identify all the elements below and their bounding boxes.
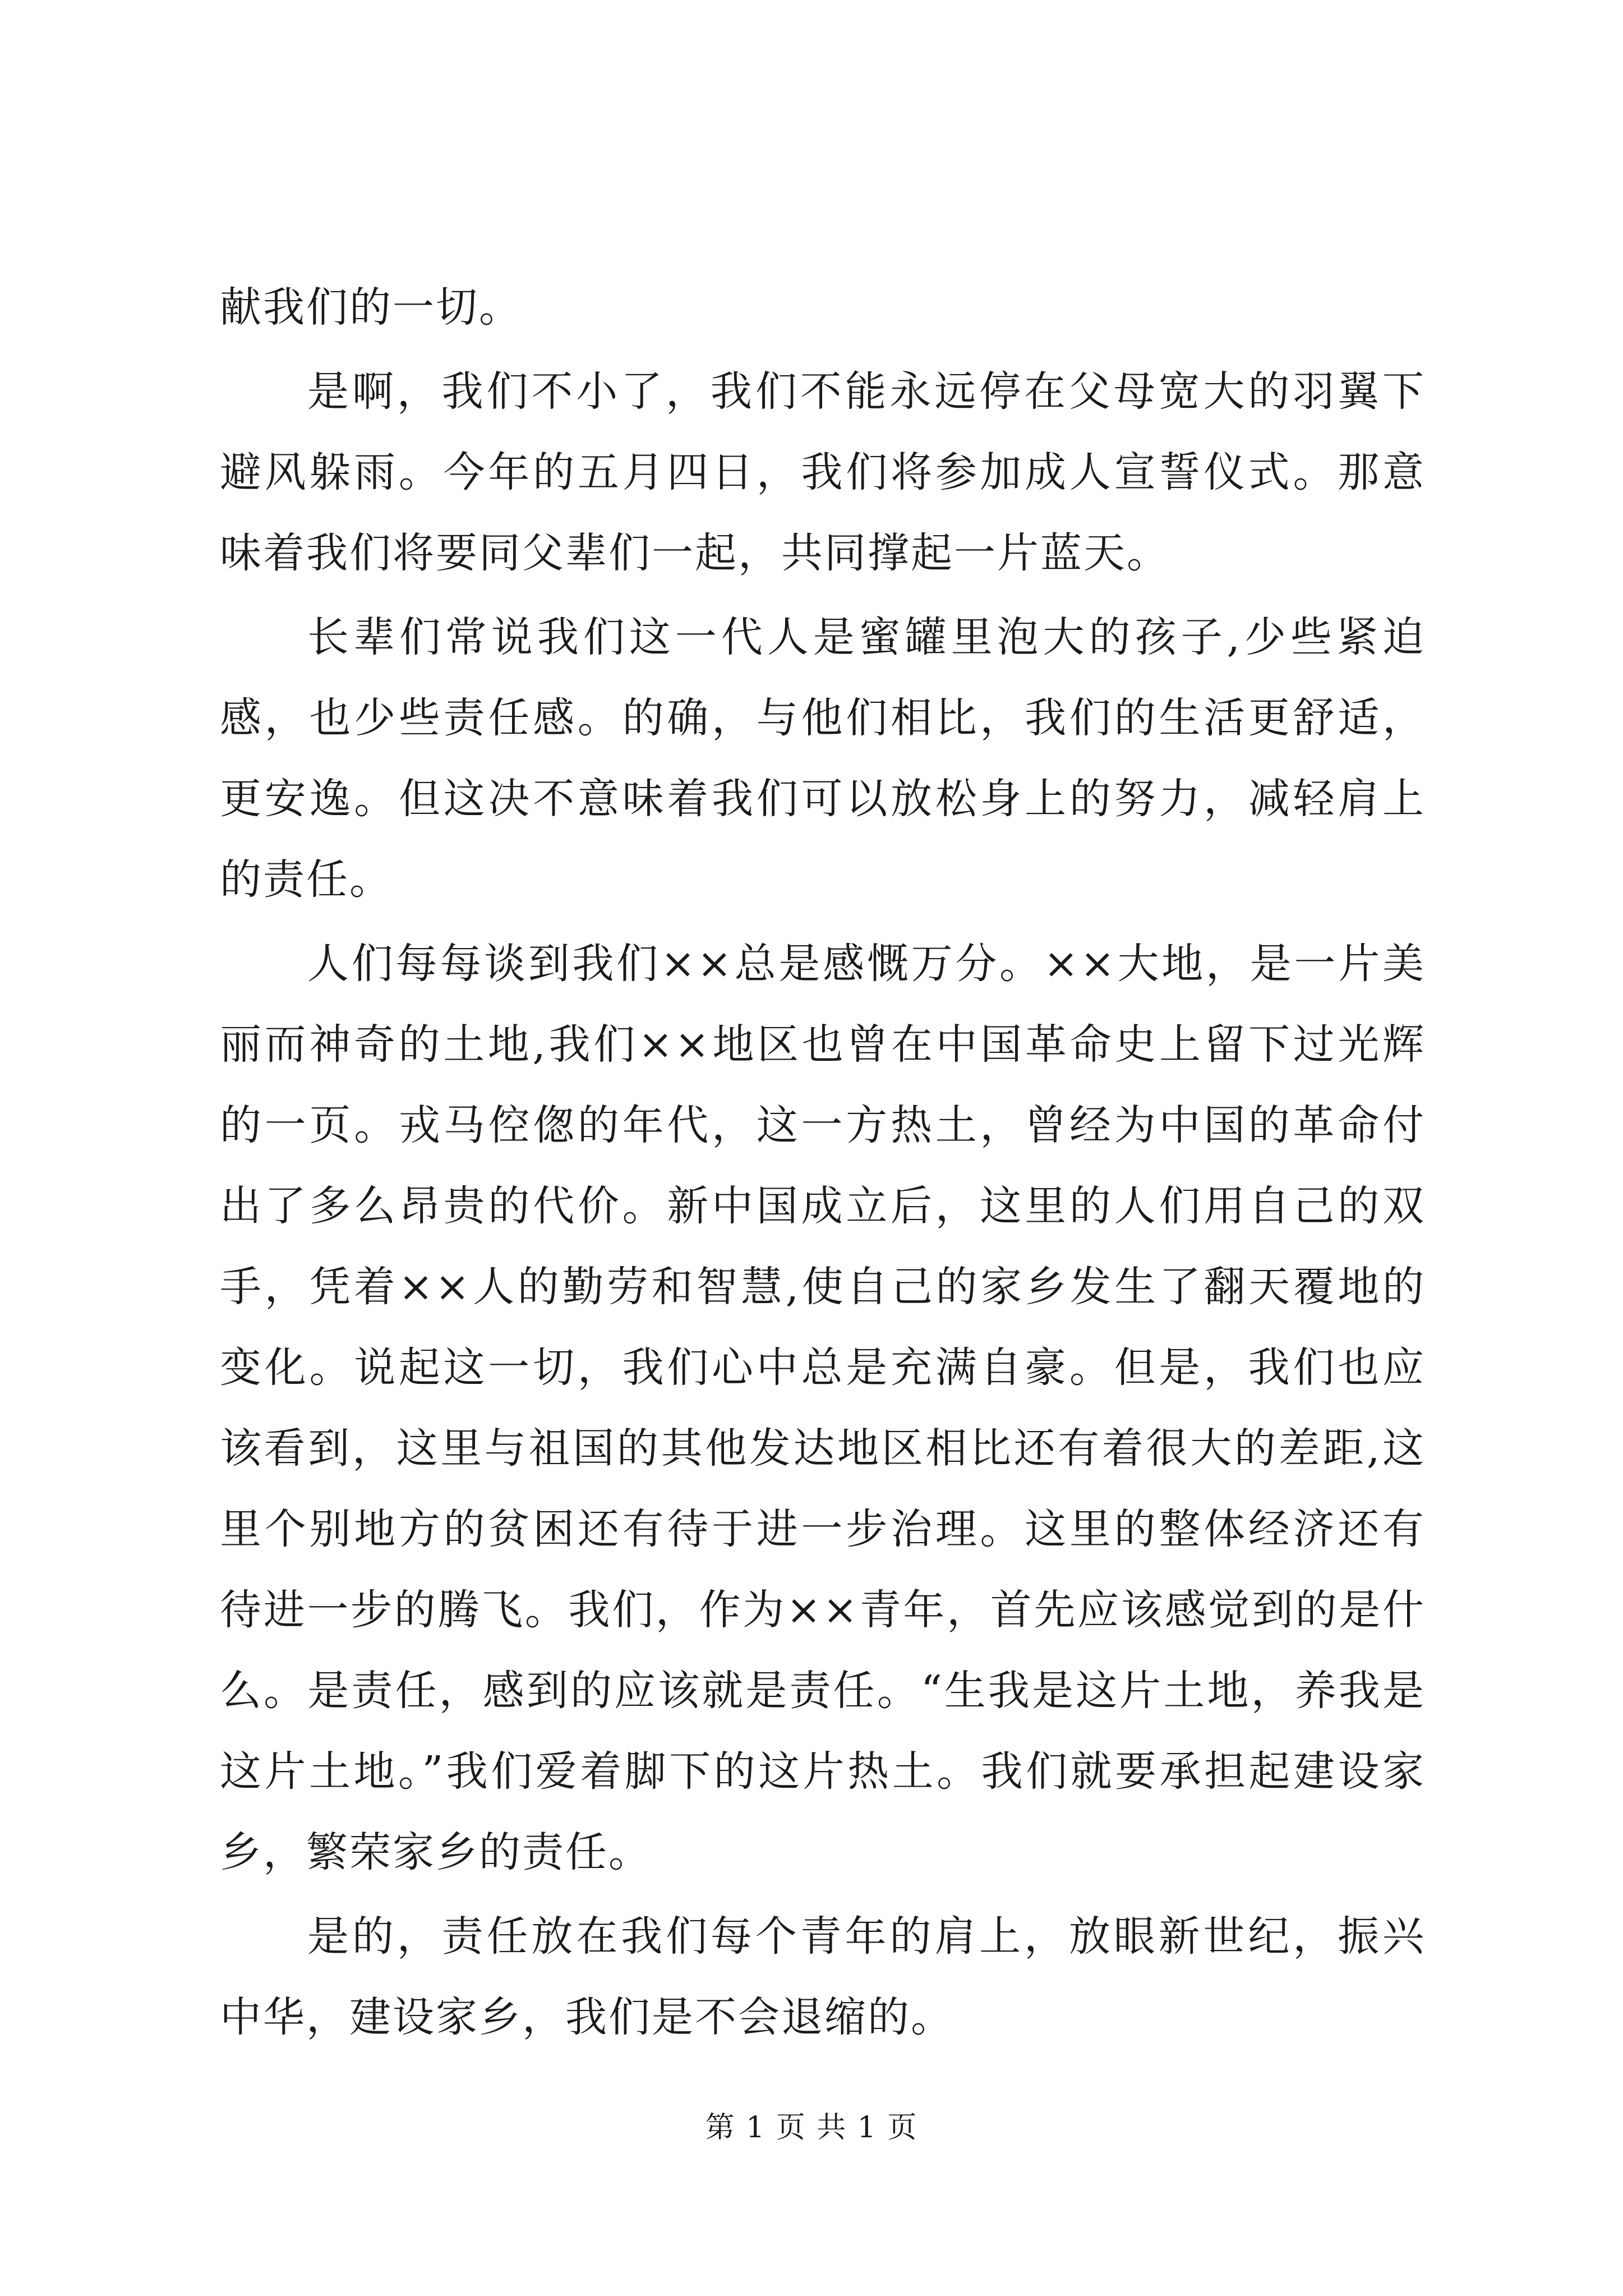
paragraph-continuation: 献我们的一切。 <box>220 283 522 332</box>
paragraph: 是的，责任放在我们每个青年的肩上，放眼新世纪，振兴中华，建设家乡，我们是不会退缩的。 <box>220 1912 1426 2041</box>
page-footer: 第 1 页 共 1 页 <box>705 2111 918 2145</box>
paragraph: 人们每每谈到我们××总是感慨万分。××大地，是一片美丽而神奇的土地,我们××地区也曾在中国革命史上留下过光辉的一页。戎马倥偬的年代，这一方热土，曾经为中国的革命付出了多么昂贵的代价。新中国成立后，这里的人们用自己的双手，凭着××人的勤劳和智慧,使自己的家乡发生了翻天覆地的变化。说起这一切，我们心中总是充满自豪。但是，我们也应该看到，这里与祖国的其他发达地区相比还有着很大的差距,这里个别地方的贫困还有待于进一步治理。这里的整体经济还有待进一步的腾飞。我们，作为××青年，首先应该感觉到的是什么。是责任，感到的应该就是责任。“生我是这片土地，养我是这片土地。”我们爱着脚下的这片热土。我们就要承担起建设家乡，繁荣家乡的责任。 <box>220 940 1426 1876</box>
document-body <box>220 267 1426 2058</box>
paragraph: 是啊，我们不小了，我们不能永远停在父母宽大的羽翼下避风躲雨。今年的五月四日，我们将参加成人宣誓仪式。那意味着我们将要同父辈们一起，共同撑起一片蓝天。 <box>220 367 1426 577</box>
paragraph: 长辈们常说我们这一代人是蜜罐里泡大的孩子,少些紧迫感，也少些责任感。的确，与他们相比，我们的生活更舒适，更安逸。但这决不意味着我们可以放松身上的努力，减轻肩上的责任。 <box>220 613 1426 904</box>
